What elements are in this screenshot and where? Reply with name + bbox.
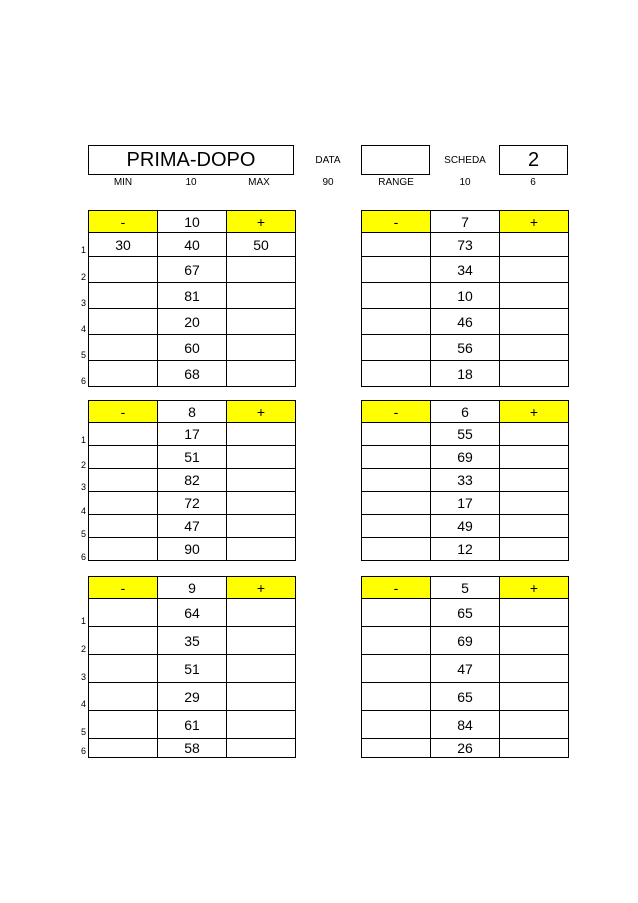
left-cell[interactable] (89, 469, 158, 492)
left-cell[interactable] (362, 469, 431, 492)
right-cell[interactable] (227, 309, 296, 335)
left-cell[interactable] (89, 739, 158, 758)
left-cell[interactable] (362, 423, 431, 446)
minus-button[interactable]: - (89, 401, 158, 423)
value-cell[interactable]: 47 (431, 655, 500, 683)
right-cell[interactable] (500, 335, 569, 361)
right-cell[interactable] (500, 309, 569, 335)
left-cell[interactable] (362, 446, 431, 469)
right-cell[interactable] (500, 655, 569, 683)
data-label: DATA (315, 155, 341, 166)
table-row (362, 538, 569, 561)
right-cell[interactable]: 50 (227, 233, 296, 257)
left-cell[interactable] (362, 599, 431, 627)
block-6 (361, 576, 569, 758)
min-label: MIN (113, 177, 133, 188)
minus-button[interactable]: - (362, 401, 431, 423)
table-row (89, 599, 296, 627)
row-number: 6 (80, 376, 86, 386)
right-cell[interactable] (500, 683, 569, 711)
left-cell[interactable] (89, 309, 158, 335)
left-cell[interactable] (89, 683, 158, 711)
left-cell[interactable] (362, 538, 431, 561)
row-number: 1 (80, 245, 86, 255)
value-cell[interactable]: 72 (158, 492, 227, 515)
left-cell[interactable] (362, 683, 431, 711)
minus-button[interactable]: - (362, 211, 431, 233)
value-cell[interactable]: 60 (158, 335, 227, 361)
value-cell[interactable]: 35 (158, 627, 227, 655)
value-cell[interactable]: 47 (158, 515, 227, 538)
table-row (89, 335, 296, 361)
left-cell[interactable] (89, 515, 158, 538)
table-row (89, 492, 296, 515)
right-cell[interactable] (227, 627, 296, 655)
center-value: 6 (431, 401, 500, 423)
left-cell[interactable] (89, 446, 158, 469)
value-cell[interactable]: 56 (431, 335, 500, 361)
left-cell[interactable] (362, 655, 431, 683)
scheda-label: SCHEDA (444, 155, 486, 166)
right-cell[interactable] (227, 739, 296, 758)
table-row (89, 683, 296, 711)
value-cell[interactable]: 20 (158, 309, 227, 335)
table-row (89, 538, 296, 561)
table-row (362, 283, 569, 309)
value-cell[interactable]: 18 (431, 361, 500, 387)
plus-button[interactable]: + (227, 211, 296, 233)
value-cell[interactable]: 61 (158, 711, 227, 739)
minus-button[interactable]: - (89, 211, 158, 233)
table-row (89, 655, 296, 683)
left-cell[interactable] (89, 361, 158, 387)
row-number: 5 (80, 350, 86, 360)
value-cell[interactable]: 68 (158, 361, 227, 387)
row-number: 3 (80, 672, 86, 682)
value-cell[interactable]: 26 (431, 739, 500, 758)
value-cell[interactable]: 12 (431, 538, 500, 561)
data-field[interactable] (361, 145, 430, 175)
value-cell[interactable]: 17 (158, 423, 227, 446)
scheda-value: 2 (499, 145, 568, 175)
row-number: 4 (80, 324, 86, 334)
table-row (89, 711, 296, 739)
row-number: 3 (80, 482, 86, 492)
table-row (362, 257, 569, 283)
value-cell[interactable]: 46 (431, 309, 500, 335)
minus-button[interactable]: - (362, 577, 431, 599)
center-value: 7 (431, 211, 500, 233)
row-number: 1 (80, 435, 86, 445)
value-cell[interactable]: 65 (431, 599, 500, 627)
value-cell[interactable]: 65 (431, 683, 500, 711)
plus-button[interactable]: + (227, 577, 296, 599)
table-row (362, 655, 569, 683)
value-cell[interactable]: 69 (431, 446, 500, 469)
table-row (362, 361, 569, 387)
right-cell[interactable] (227, 599, 296, 627)
plus-button[interactable]: + (500, 211, 569, 233)
block-2 (361, 210, 569, 387)
right-cell[interactable] (500, 469, 569, 492)
row-number: 3 (80, 298, 86, 308)
left-cell[interactable] (89, 627, 158, 655)
row-number: 6 (80, 746, 86, 756)
left-cell[interactable] (89, 492, 158, 515)
left-cell[interactable] (89, 599, 158, 627)
value-cell[interactable]: 55 (431, 423, 500, 446)
value-cell[interactable]: 82 (158, 469, 227, 492)
right-cell[interactable] (227, 446, 296, 469)
right-cell[interactable] (500, 599, 569, 627)
left-cell[interactable] (362, 711, 431, 739)
left-cell[interactable] (89, 283, 158, 309)
table-row (362, 423, 569, 446)
plus-button[interactable]: + (500, 577, 569, 599)
plus-button[interactable]: + (500, 401, 569, 423)
row-number: 6 (80, 552, 86, 562)
table-row (362, 233, 569, 257)
right-cell[interactable] (500, 492, 569, 515)
right-cell[interactable] (227, 335, 296, 361)
value-cell[interactable]: 17 (431, 492, 500, 515)
right-cell[interactable] (500, 361, 569, 387)
left-cell[interactable] (89, 423, 158, 446)
center-value: 10 (158, 211, 227, 233)
left-cell[interactable] (362, 361, 431, 387)
center-value: 9 (158, 577, 227, 599)
value-cell[interactable]: 51 (158, 655, 227, 683)
value-cell[interactable]: 73 (431, 233, 500, 257)
row-number: 2 (80, 644, 86, 654)
value-cell[interactable]: 29 (158, 683, 227, 711)
table-row (362, 515, 569, 538)
table-row (362, 627, 569, 655)
left-cell[interactable] (362, 309, 431, 335)
table-row (89, 515, 296, 538)
table-row (362, 739, 569, 758)
right-cell[interactable] (500, 538, 569, 561)
left-cell[interactable]: 30 (89, 233, 158, 257)
right-cell[interactable] (227, 283, 296, 309)
left-cell[interactable] (362, 283, 431, 309)
value-cell[interactable]: 58 (158, 739, 227, 758)
table-row (89, 257, 296, 283)
range-value: 10 (459, 177, 471, 188)
left-cell[interactable] (89, 335, 158, 361)
plus-button[interactable]: + (227, 401, 296, 423)
row-number: 2 (80, 272, 86, 282)
value-cell[interactable]: 10 (431, 283, 500, 309)
row-number: 5 (80, 529, 86, 539)
center-value: 8 (158, 401, 227, 423)
value-cell[interactable]: 34 (431, 257, 500, 283)
left-cell[interactable] (89, 257, 158, 283)
table-row (89, 283, 296, 309)
right-cell[interactable] (227, 492, 296, 515)
block-1 (88, 210, 296, 387)
right-cell[interactable] (500, 257, 569, 283)
block-3 (88, 400, 296, 561)
value-cell[interactable]: 90 (158, 538, 227, 561)
right-cell[interactable] (500, 233, 569, 257)
value-cell[interactable]: 69 (431, 627, 500, 655)
value-cell[interactable]: 33 (431, 469, 500, 492)
left-cell[interactable] (362, 233, 431, 257)
row-number: 1 (80, 616, 86, 626)
right-cell[interactable] (227, 711, 296, 739)
row-number: 4 (80, 506, 86, 516)
value-cell[interactable]: 84 (431, 711, 500, 739)
right-cell[interactable] (227, 515, 296, 538)
count-value: 6 (530, 177, 536, 188)
left-cell[interactable] (362, 739, 431, 758)
value-cell[interactable]: 81 (158, 283, 227, 309)
table-row (89, 627, 296, 655)
row-number: 5 (80, 727, 86, 737)
max-label: MAX (248, 177, 270, 188)
table-row (89, 309, 296, 335)
right-cell[interactable] (227, 361, 296, 387)
right-cell[interactable] (500, 711, 569, 739)
right-cell[interactable] (227, 655, 296, 683)
right-cell[interactable] (500, 446, 569, 469)
page-title: PRIMA-DOPO (88, 145, 294, 175)
right-cell[interactable] (500, 515, 569, 538)
left-cell[interactable] (362, 627, 431, 655)
left-cell[interactable] (89, 655, 158, 683)
table-row (362, 469, 569, 492)
right-cell[interactable] (500, 627, 569, 655)
value-cell[interactable]: 51 (158, 446, 227, 469)
minus-button[interactable]: - (89, 577, 158, 599)
table-row (362, 335, 569, 361)
row-number: 2 (80, 460, 86, 470)
table-row (89, 233, 296, 257)
block-5 (88, 576, 296, 758)
row-number: 4 (80, 699, 86, 709)
range-label: RANGE (378, 177, 414, 188)
right-cell[interactable] (500, 423, 569, 446)
table-row (362, 599, 569, 627)
table-row (362, 446, 569, 469)
min-value: 10 (185, 177, 197, 188)
right-cell[interactable] (227, 683, 296, 711)
right-cell[interactable] (227, 257, 296, 283)
table-row (362, 711, 569, 739)
right-cell[interactable] (227, 423, 296, 446)
left-cell[interactable] (362, 515, 431, 538)
left-cell[interactable] (89, 711, 158, 739)
block-4 (361, 400, 569, 561)
left-cell[interactable] (362, 492, 431, 515)
max-value: 90 (322, 177, 334, 188)
right-cell[interactable] (500, 283, 569, 309)
table-row (89, 423, 296, 446)
left-cell[interactable] (89, 538, 158, 561)
value-cell[interactable]: 64 (158, 599, 227, 627)
right-cell[interactable] (227, 469, 296, 492)
right-cell[interactable] (227, 538, 296, 561)
left-cell[interactable] (362, 335, 431, 361)
center-value: 5 (431, 577, 500, 599)
table-row (89, 739, 296, 758)
table-row (362, 492, 569, 515)
table-row (89, 361, 296, 387)
table-row (362, 309, 569, 335)
table-row (89, 446, 296, 469)
value-cell[interactable]: 40 (158, 233, 227, 257)
left-cell[interactable] (362, 257, 431, 283)
table-row (362, 683, 569, 711)
value-cell[interactable]: 67 (158, 257, 227, 283)
value-cell[interactable]: 49 (431, 515, 500, 538)
right-cell[interactable] (500, 739, 569, 758)
table-row (89, 469, 296, 492)
